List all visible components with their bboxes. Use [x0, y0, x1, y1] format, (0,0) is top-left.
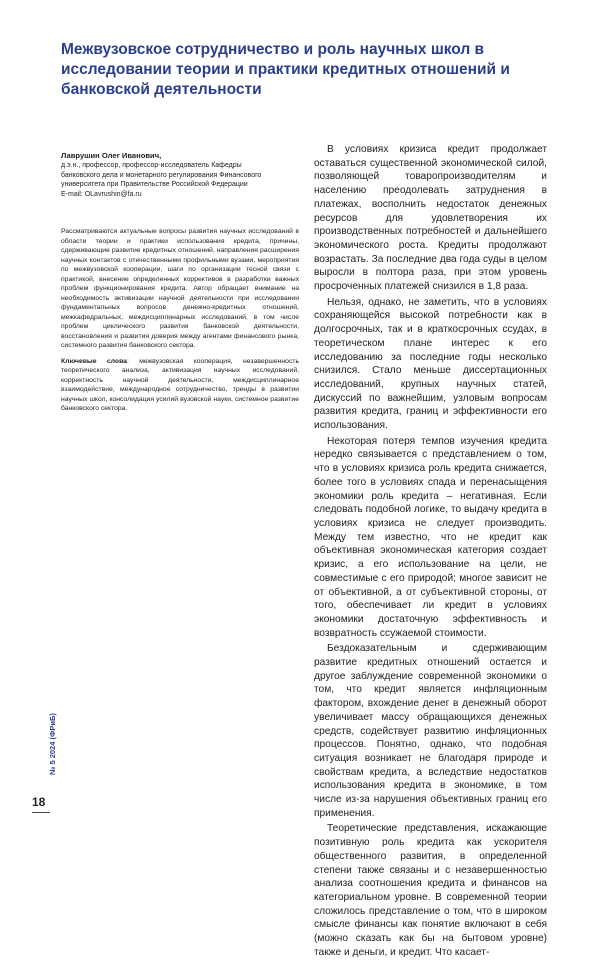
author-block [61, 150, 299, 199]
body-paragraph: Некоторая потеря темпов изучения кредита нередко связывается с представлением о том, что в условиях кризиса роль кредита снижается, более того в условиях спада и перенасыщения экономики роль кредита – негативная. Если следовать подобной логике, то выдачу кредита в условиях кризиса не следует производить. Между тем известно, что не кредит как объективная экономическая категория создает кризис, а его использование на цели, не совместимые с его природой; многое зависит не от объективной, а от субъективной стороны, от того, обеспечивает ли кредит в условиях экономики достаточную эффективность и возвратность ссужаемой стоимости. [314, 435, 547, 639]
keywords-text: : межвузовская кооперация, незавершенность теоретического анализа, активизация научных исследований, корректность научной деятельности, междисциплинарное взаимодействие, международное сотрудничество, тренды в развитии научных школ, консолидация усилий вузовской науки, системное развитие банковского сектора. [61, 357, 299, 413]
journal-issue-label: № 5 2024 (ФРиБ) [48, 713, 57, 775]
author-affiliation-line: д.э.н., профессор, профессор-исследователь Кафедры [61, 162, 242, 169]
author-email: E-mail: OLavrushin@fa.ru [61, 190, 142, 198]
body-paragraph: Нельзя, однако, не заметить, что в условиях сохраняющейся высокой потребности как в долгосрочных, так и в краткосрочных ссудах, в теоретическом плане интерес к его исследованию за последние годы несколько снизился. Стало меньше диссертационных исследований, крупных научных статей, дискуссий по важнейшим, узловым вопросам развития кредита, границ и эффективности его использования. [314, 296, 547, 432]
author-affiliation-line: университета при Правительстве Российской Федерации [61, 181, 248, 189]
article-title: Межвузовское сотрудничество и роль научных школ в исследовании теории и практики кредитных отношений и банковской деятельности [61, 41, 510, 98]
body-paragraph: Теоретические представления, искажающие позитивную роль кредита как ускорителя общественного развития, в определенной степени также связаны и с незавершенностью анализа соотношения кредита и финансов на категориальном уровне. В современной теории сложилось представление о том, что в широком смысле финансы как понятие включают в себя (можно сказать как бы на бытовом уровне) также и деньги, и кредит. Что касает- [314, 823, 547, 958]
keywords [61, 357, 299, 414]
body-column [314, 143, 547, 961]
body-paragraph: Бездоказательным и сдерживающим развитие кредитных отношений остается и другое заблуждение современной экономики о том, что кредит является инфляционным фактором, вхождение денег в денежный оборот увеличивает массу обращающихся денежных средств, содействует развитию инфляционных процессов. Понятно, однако, что подобная ситуация возникает не благодаря природе и свойствам кредита, а вследствие недостатков использования кредита в экономике, в том числе из-за нарушения объективных границ его применения. [314, 643, 547, 819]
abstract: Рассматриваются актуальные вопросы развития научных исследований в области теории и практики использования кредита, причины, сдерживающие развитие кредитных отношений, направления расширения научных контактов с отечественными профильными вузами, мероприятия по межвузовской кооперации, шаги по организации тесной связи с практикой, внесение определенных коррективов в разработки важных проблем функционирования кредита. Автор обращает внимание на необходимость активизации научной деятельности при исследовании фундаментальных вопросов денежно-кредитных отношений, межкафедральных, междисциплинарных исследований, в том числе проблем циклического развития банковской деятельности, восстановления и развития доверия между агентами финансового рынка, системного развития банковского сектора. [61, 228, 299, 350]
keywords-label: Ключевые слова [61, 357, 127, 365]
left-column [61, 150, 299, 414]
page-number: 18 [32, 795, 46, 809]
body-paragraph: В условиях кризиса кредит продолжает оставаться существенной экономической силой, позволяющей товаропроизводителям и населению преодолевать затруднения в платежах, восполнить недостаток денежных ресурсов для удовлетворения их производственных потребностей и дальнейшего экономического роста. Кредиты продолжают возрастать. За последние два года суды в целом выросли в полтора раза, при этом уровень просроченных платежей снизился в 1,8 раза. [314, 144, 547, 293]
author-affiliation-line: банковского дела и монетарного регулирования Финансового [61, 171, 262, 179]
footer-divider [32, 812, 50, 813]
author-name: Лаврушин Олег Иванович, [61, 151, 162, 160]
